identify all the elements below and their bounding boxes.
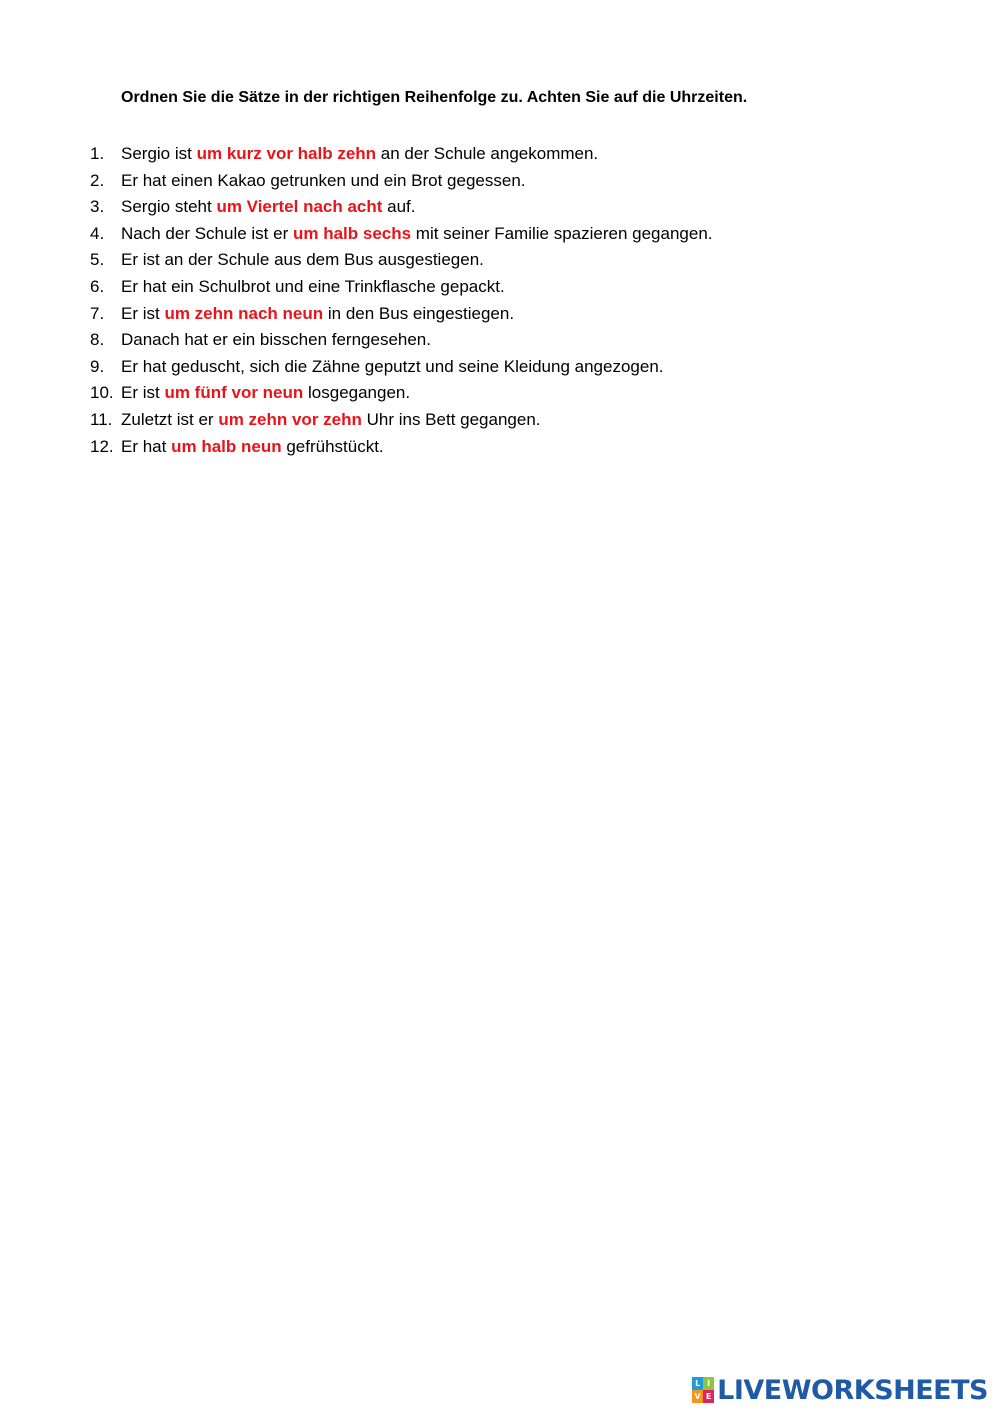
sentence-text: Sergio ist: [121, 144, 197, 163]
sentence-text: Nach der Schule ist er: [121, 223, 293, 243]
logo-mark-letter: I: [703, 1377, 714, 1390]
sentence-item: [89, 407, 713, 434]
item-number: 2.: [90, 170, 105, 190]
sentence-text: mit seiner Familie spazieren gegangen.: [411, 223, 713, 243]
time-highlight: um kurz vor halb zehn: [196, 144, 377, 163]
sentence-item: [89, 301, 713, 328]
time-highlight: um zehn vor zehn: [218, 409, 362, 429]
liveworksheets-logo[interactable]: [692, 1374, 988, 1406]
sentence-item: [89, 168, 713, 195]
time-highlight: um fünf vor neun: [164, 383, 304, 403]
sentence-item: [89, 141, 713, 168]
sentence-text: in den Bus eingestiegen.: [323, 303, 515, 323]
sentence-text: Danach hat er ein bisschen ferngesehen.: [121, 330, 431, 350]
sentence-text: Sergio steht: [121, 197, 217, 217]
sentence-text: Er ist: [121, 383, 165, 403]
sentence-text: Er ist: [121, 303, 165, 323]
item-number: 7.: [90, 303, 105, 323]
sentence-item: [89, 354, 713, 381]
logo-mark-letter: V: [692, 1390, 703, 1403]
sentence-text: gefrühstückt.: [281, 436, 384, 456]
item-number: 10.: [90, 383, 114, 403]
sentence-text: Er hat einen Kakao getrunken und ein Brot gegessen.: [121, 170, 526, 190]
item-number: 6.: [90, 276, 105, 296]
sentence-text: losgegangen.: [303, 383, 411, 403]
sentence-text: Zuletzt ist er: [121, 409, 219, 429]
logo-text: LIVEWORKSHEETS: [717, 1374, 988, 1406]
sentence-list: [89, 141, 713, 460]
sentence-text: Er hat: [121, 436, 172, 456]
liveworksheets-logo-icon: [692, 1377, 714, 1403]
sentence-item: [89, 274, 713, 301]
sentence-text: Er hat geduscht, sich die Zähne geputzt und seine Kleidung angezogen.: [121, 356, 664, 376]
sentence-item: [89, 221, 713, 248]
worksheet-instruction: Ordnen Sie die Sätze in der richtigen Reihenfolge zu. Achten Sie auf die Uhrzeiten.: [121, 89, 748, 106]
sentence-text: Er hat ein Schulbrot und eine Trinkflasche gepackt.: [121, 276, 505, 296]
item-number: 12.: [90, 436, 114, 456]
sentence-item: [89, 194, 713, 221]
time-highlight: um Viertel nach acht: [216, 197, 383, 217]
item-number: 5.: [90, 250, 105, 270]
item-number: 3.: [90, 197, 105, 217]
logo-mark-letter: L: [692, 1377, 703, 1390]
logo-mark-letter: E: [703, 1390, 714, 1403]
sentence-text: Uhr ins Bett gegangen.: [361, 409, 541, 429]
time-highlight: um zehn nach neun: [164, 303, 324, 323]
sentence-text: auf.: [382, 197, 416, 217]
sentence-item: [89, 380, 713, 407]
item-number: 4.: [90, 223, 105, 243]
item-number: 1.: [90, 144, 105, 163]
item-number: 11.: [90, 409, 113, 429]
item-number: 8.: [90, 330, 105, 350]
time-highlight: um halb neun: [171, 436, 282, 456]
sentence-text: Er ist an der Schule aus dem Bus ausgestiegen.: [121, 250, 484, 270]
sentence-item: [89, 327, 713, 354]
sentence-item: [89, 434, 713, 461]
sentence-item: [89, 247, 713, 274]
sentence-text: an der Schule angekommen.: [376, 144, 599, 163]
item-number: 9.: [90, 356, 105, 376]
time-highlight: um halb sechs: [292, 223, 412, 243]
